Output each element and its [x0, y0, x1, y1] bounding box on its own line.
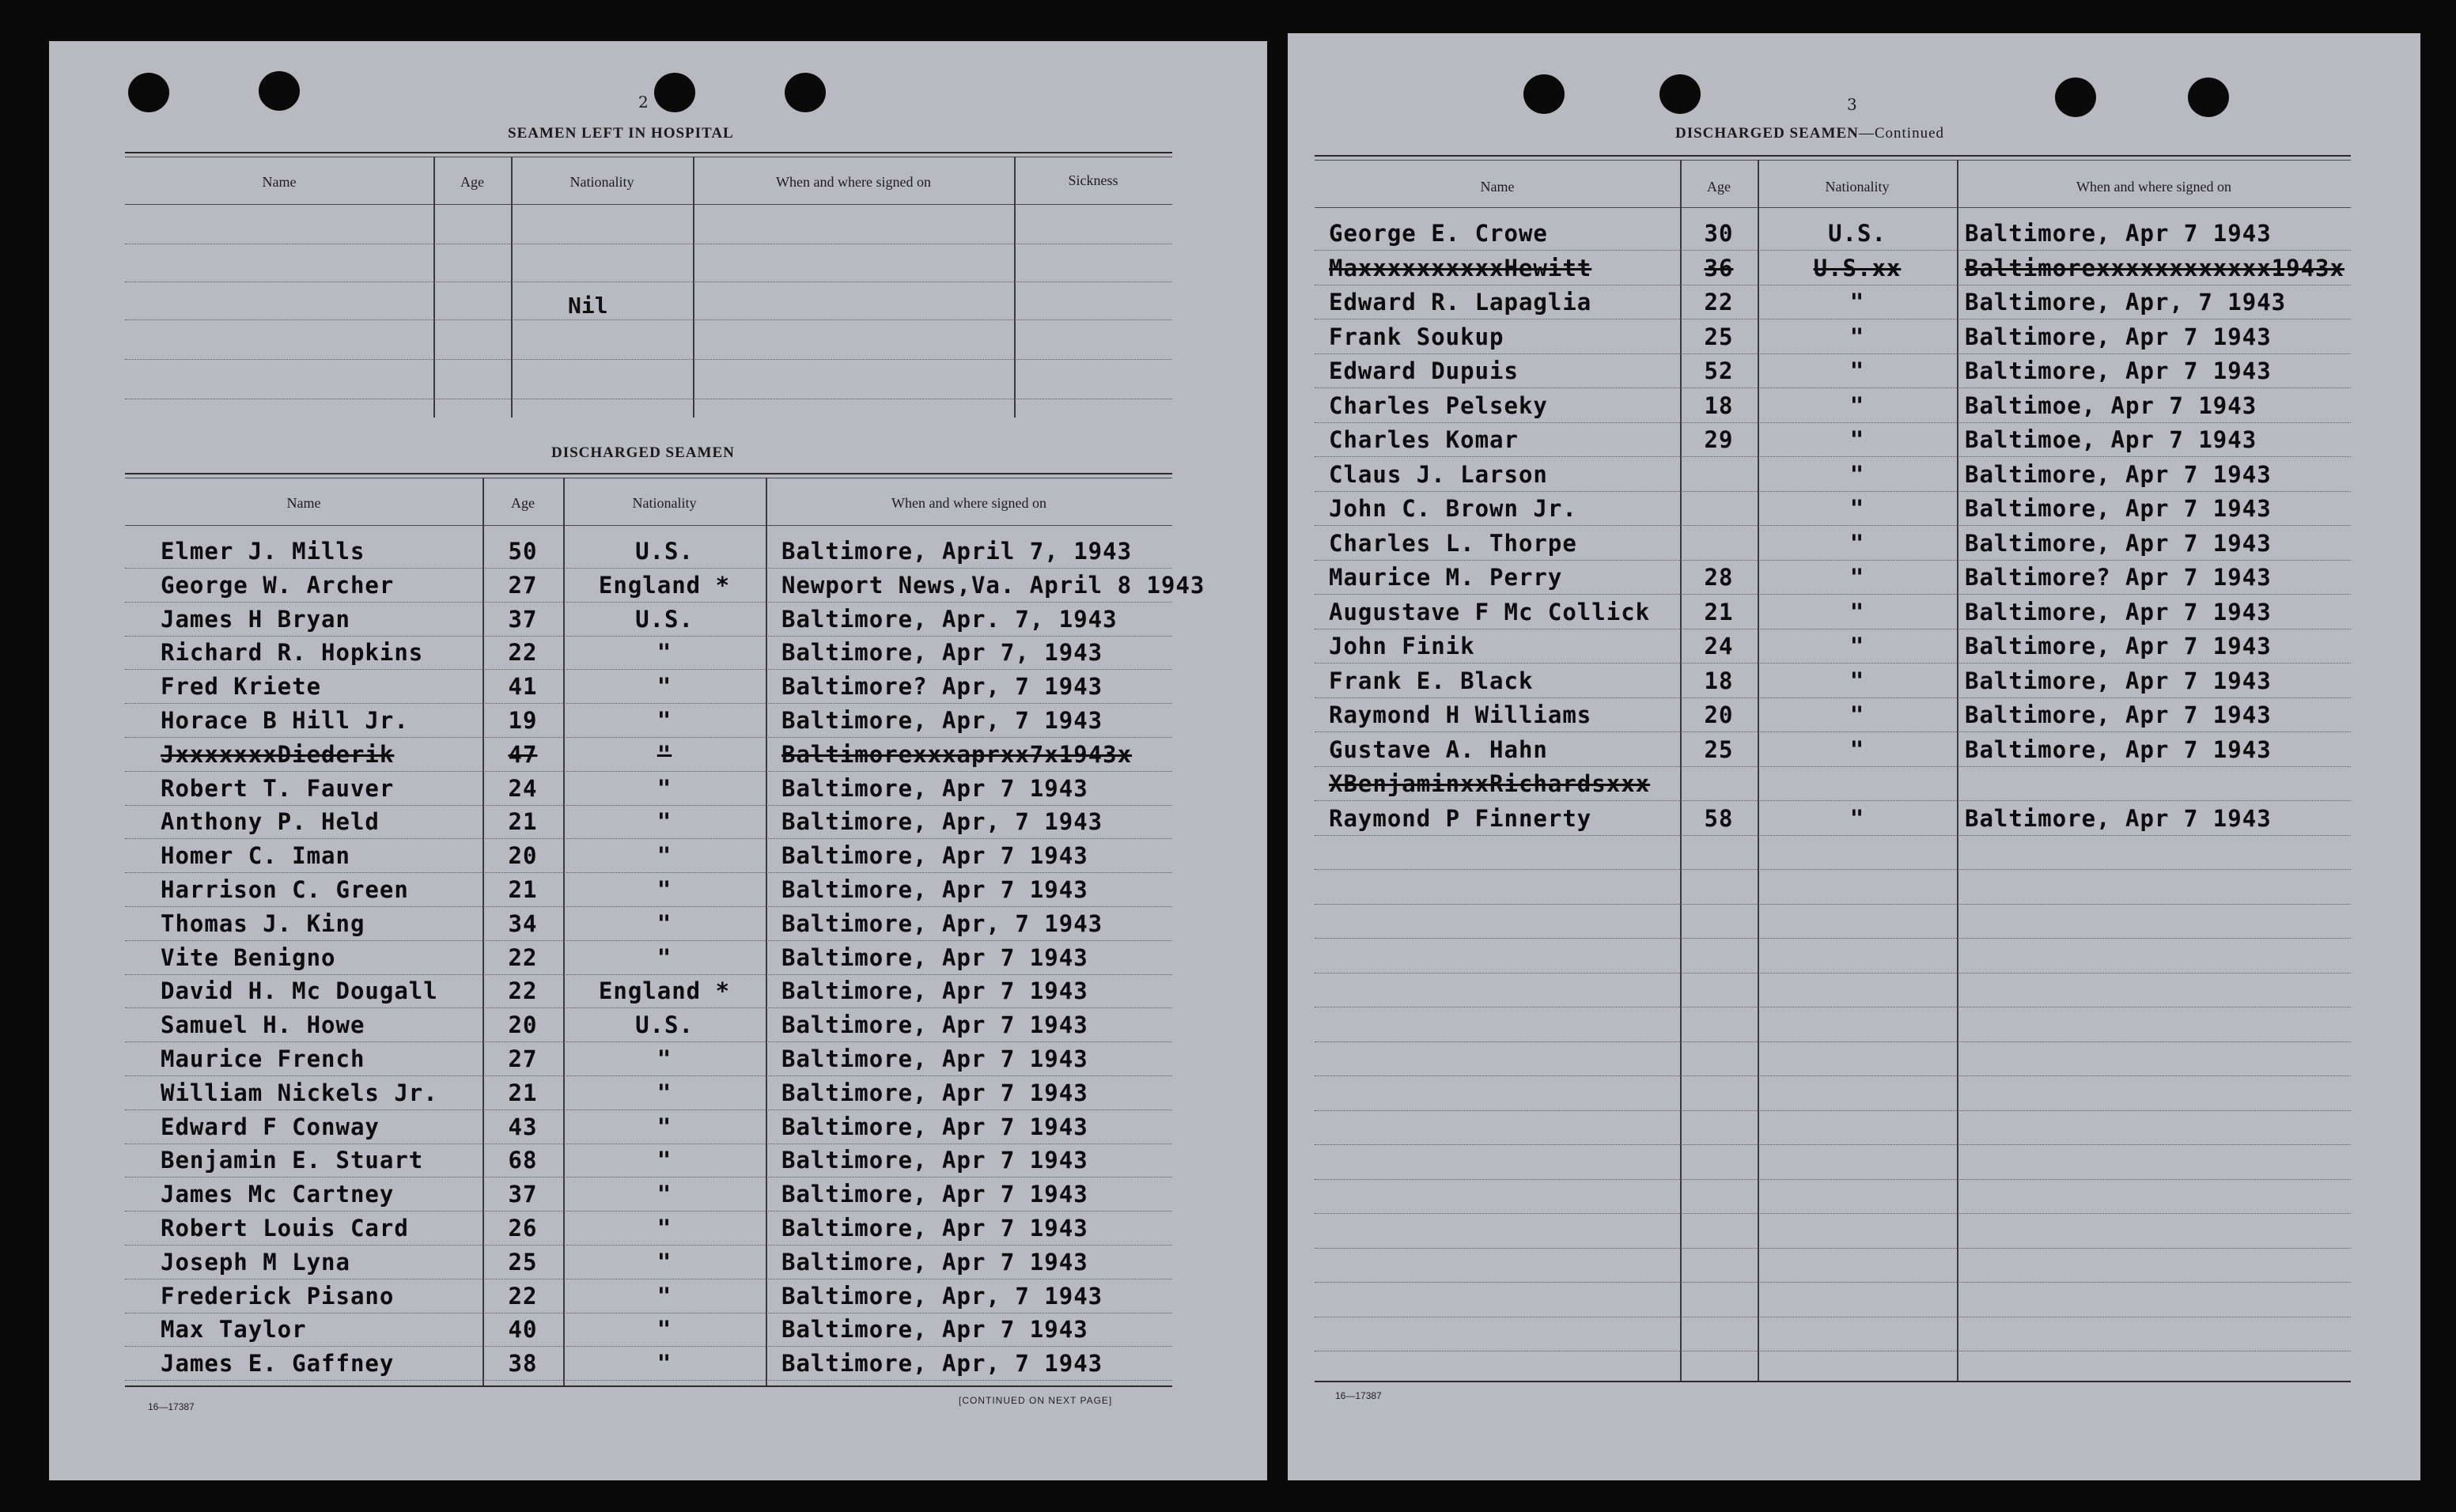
- col-header-age: Age: [460, 174, 484, 190]
- col-header-signed-on: When and where signed on: [776, 174, 931, 190]
- cell-signed-on: Baltimore, Apr 7 1943: [1965, 633, 2272, 660]
- cell-nationality: ": [657, 707, 672, 734]
- cell-name: Max Taylor: [161, 1316, 307, 1344]
- cell-age: 34: [508, 909, 538, 937]
- cell-name: John C. Brown Jr.: [1329, 495, 1577, 522]
- cell-name: Gustave A. Hahn: [1329, 735, 1548, 763]
- cell-signed-on: Baltimore, Apr 7 1943: [781, 1147, 1088, 1174]
- cell-name: Homer C. Iman: [161, 842, 350, 870]
- cell-signed-on: Baltimore, Apr 7 1943: [1965, 735, 2272, 763]
- cell-name: Charles Komar: [1329, 426, 1519, 453]
- cell-signed-on: Baltimore? Apr 7 1943: [1965, 564, 2272, 591]
- cell-nationality: U.S.xx: [1813, 254, 1902, 282]
- cell-signed-on: Baltimore, Apr, 7 1943: [781, 808, 1103, 836]
- cell-name: James E. Gaffney: [161, 1350, 395, 1378]
- cell-name: Claus J. Larson: [1329, 460, 1548, 488]
- cell-signed-on: Baltimore, Apr 7, 1943: [781, 639, 1103, 667]
- cell-age: 28: [1704, 564, 1734, 591]
- cell-nationality: ": [657, 774, 672, 802]
- table-row: [125, 1281, 1172, 1313]
- cell-nationality: ": [1849, 564, 1865, 591]
- cell-signed-on: Baltimore, Apr, 7 1943: [781, 909, 1103, 937]
- cell-nationality: ": [1849, 460, 1865, 488]
- form-number: 16—17387: [1335, 1390, 1382, 1401]
- hospital-nil-entry: Nil: [568, 293, 608, 319]
- table-row: [1315, 666, 2351, 697]
- table-row: [1315, 425, 2351, 456]
- punch-hole: [654, 73, 695, 112]
- cell-signed-on: Baltimore, Apr 7 1943: [1965, 701, 2272, 728]
- table-row: [1315, 322, 2351, 353]
- cell-age: 22: [508, 943, 538, 971]
- cell-nationality: ": [657, 943, 672, 971]
- cell-nationality: ": [1849, 633, 1865, 660]
- cell-nationality: ": [657, 1248, 672, 1276]
- cell-nationality: ": [657, 1147, 672, 1174]
- table-row: [125, 976, 1172, 1007]
- table-row: [125, 1314, 1172, 1346]
- cell-nationality: ": [657, 673, 672, 701]
- cell-name: Maurice M. Perry: [1329, 564, 1563, 591]
- table-row: [125, 875, 1172, 906]
- cell-age: 24: [508, 774, 538, 802]
- cell-signed-on: Baltimorexxxxxxxxxxxx1943x: [1965, 254, 2344, 282]
- cell-name: Vite Benigno: [161, 943, 336, 971]
- table-row: [125, 536, 1172, 568]
- cell-age: 20: [1704, 701, 1734, 728]
- cell-signed-on: Baltimore, Apr 7 1943: [781, 1079, 1088, 1106]
- cell-age: 26: [508, 1215, 538, 1242]
- cell-signed-on: Baltimoe, Apr 7 1943: [1965, 391, 2257, 419]
- cell-signed-on: Baltimore, Apr 7 1943: [1965, 598, 2272, 626]
- table-row: [1315, 769, 2351, 800]
- cell-age: 27: [508, 1045, 538, 1072]
- cell-signed-on: Baltimore, Apr 7 1943: [1965, 357, 2272, 384]
- cell-signed-on: Baltimore, Apr, 7 1943: [781, 707, 1103, 734]
- discharged-table: [125, 473, 1205, 1390]
- cell-name: Charles L. Thorpe: [1329, 529, 1577, 557]
- cell-name: Augustave F Mc Collick: [1329, 598, 1651, 626]
- cell-name: Robert T. Fauver: [161, 774, 395, 802]
- table-row: [1315, 562, 2351, 594]
- cell-signed-on: Baltimore, Apr 7 1943: [781, 876, 1088, 903]
- col-header-signed-on: When and where signed on: [2076, 179, 2231, 195]
- right-page: [1288, 33, 2420, 1480]
- cell-age: 29: [1704, 426, 1734, 453]
- cell-age: 20: [508, 1011, 538, 1039]
- cell-name: Frank Soukup: [1329, 323, 1504, 350]
- cell-name: Fred Kriete: [161, 673, 322, 701]
- form-number: 16—17387: [148, 1401, 195, 1412]
- cell-name: Horace B Hill Jr.: [161, 707, 409, 734]
- cell-name: Joseph M Lyna: [161, 1248, 350, 1276]
- cell-age: 52: [1704, 357, 1734, 384]
- col-header-signed-on: When and where signed on: [891, 495, 1046, 511]
- table-row: [1315, 253, 2351, 285]
- hospital-section-title: SEAMEN LEFT IN HOSPITAL: [508, 125, 734, 142]
- table-row: [125, 1247, 1172, 1279]
- discharged-section-title: DISCHARGED SEAMEN: [551, 444, 735, 461]
- cell-signed-on: Baltimore, Apr 7 1943: [1965, 460, 2272, 488]
- punch-hole: [1659, 74, 1701, 114]
- cell-nationality: ": [657, 909, 672, 937]
- title-text: DISCHARGED SEAMEN: [1675, 125, 1859, 142]
- cell-age: 21: [508, 1079, 538, 1106]
- table-row: [1315, 528, 2351, 560]
- cell-signed-on: Baltimore? Apr, 7 1943: [781, 673, 1103, 701]
- cell-signed-on: Baltimore, Apr 7 1943: [1965, 529, 2272, 557]
- table-row: [1315, 218, 2351, 250]
- discharged-continued-title: [1675, 125, 1944, 142]
- cell-signed-on: Baltimore, Apr 7 1943: [781, 842, 1088, 870]
- cell-signed-on: Baltimore, Apr 7 1943: [781, 1181, 1088, 1208]
- hospital-table: [125, 152, 1172, 421]
- cell-nationality: ": [657, 1316, 672, 1344]
- col-header-name: Name: [262, 174, 297, 190]
- cell-age: 24: [1704, 633, 1734, 660]
- cell-signed-on: Baltimore, Apr, 7 1943: [1965, 289, 2287, 316]
- cell-name: JxxxxxxxDiederik: [161, 740, 395, 768]
- cell-name: David H. Mc Dougall: [161, 977, 438, 1005]
- cell-nationality: ": [657, 842, 672, 870]
- cell-nationality: ": [1849, 289, 1865, 316]
- table-row: [1315, 597, 2351, 629]
- cell-signed-on: Baltimore, Apr 7 1943: [781, 943, 1088, 971]
- cell-name: George E. Crowe: [1329, 220, 1548, 247]
- cell-nationality: ": [1849, 323, 1865, 350]
- continued-note: [CONTINUED ON NEXT PAGE]: [959, 1395, 1113, 1406]
- cell-signed-on: Baltimore, April 7, 1943: [781, 538, 1133, 565]
- cell-name: Frank E. Black: [1329, 667, 1534, 694]
- cell-age: 21: [1704, 598, 1734, 626]
- cell-name: XBenjaminxxRichardsxxx: [1329, 770, 1651, 797]
- title-suffix: —Continued: [1858, 125, 1945, 142]
- cell-nationality: ": [657, 740, 672, 768]
- cell-signed-on: Baltimoe, Apr 7 1943: [1965, 426, 2257, 453]
- cell-name: Harrison C. Green: [161, 876, 409, 903]
- table-row: [1315, 287, 2351, 319]
- page-number: 3: [1847, 95, 1857, 114]
- cell-signed-on: Baltimore, Apr, 7 1943: [781, 1350, 1103, 1378]
- table-row: [1315, 700, 2351, 731]
- cell-name: Frederick Pisano: [161, 1282, 395, 1310]
- cell-name: John Finik: [1329, 633, 1475, 660]
- cell-signed-on: Baltimore, Apr 7 1943: [781, 774, 1088, 802]
- cell-age: 22: [508, 1282, 538, 1310]
- cell-name: Robert Louis Card: [161, 1215, 409, 1242]
- cell-signed-on: Baltimore, Apr 7 1943: [781, 1045, 1088, 1072]
- cell-name: Maurice French: [161, 1045, 365, 1072]
- cell-age: 19: [508, 707, 538, 734]
- col-header-nationality: Nationality: [1825, 179, 1890, 195]
- cell-signed-on: Baltimore, Apr 7 1943: [781, 1113, 1088, 1140]
- cell-age: 58: [1704, 804, 1734, 832]
- table-row: [1315, 459, 2351, 491]
- cell-signed-on: Baltimore, Apr. 7, 1943: [781, 605, 1118, 633]
- cell-age: 36: [1704, 254, 1734, 282]
- cell-nationality: ": [1849, 495, 1865, 522]
- cell-age: 18: [1704, 391, 1734, 419]
- cell-name: James Mc Cartney: [161, 1181, 395, 1208]
- table-row: [125, 1112, 1172, 1143]
- cell-nationality: ": [1849, 426, 1865, 453]
- cell-nationality: ": [657, 1113, 672, 1140]
- cell-nationality: U.S.: [635, 538, 694, 565]
- cell-age: 47: [508, 740, 538, 768]
- cell-age: 21: [508, 876, 538, 903]
- cell-nationality: England *: [598, 571, 731, 599]
- cell-age: 38: [508, 1350, 538, 1378]
- col-header-nationality: Nationality: [632, 495, 697, 511]
- table-row: [125, 739, 1172, 771]
- cell-nationality: U.S.: [635, 1011, 694, 1039]
- cell-name: Edward Dupuis: [1329, 357, 1519, 384]
- table-row: [125, 909, 1172, 940]
- cell-nationality: ": [1849, 667, 1865, 694]
- table-row: [1315, 803, 2351, 835]
- table-row: [125, 604, 1172, 636]
- table-row: [1315, 493, 2351, 525]
- table-row: [125, 1078, 1172, 1109]
- table-row: [1315, 631, 2351, 663]
- cell-name: Edward F Conway: [161, 1113, 380, 1140]
- cell-age: 25: [1704, 323, 1734, 350]
- cell-name: William Nickels Jr.: [161, 1079, 438, 1106]
- table-row: [1315, 735, 2351, 766]
- table-row: [125, 1044, 1172, 1075]
- punch-hole: [1523, 74, 1565, 114]
- cell-name: MaxxxxxxxxxxHewitt: [1329, 254, 1592, 282]
- col-header-age: Age: [1707, 179, 1731, 195]
- table-row: [125, 570, 1205, 602]
- col-header-nationality: Nationality: [570, 174, 634, 190]
- cell-name: Edward R. Lapaglia: [1329, 289, 1592, 316]
- cell-name: Samuel H. Howe: [161, 1011, 365, 1039]
- cell-signed-on: Baltimore, Apr 7 1943: [781, 1215, 1088, 1242]
- table-row: [125, 705, 1172, 737]
- cell-signed-on: Baltimore, Apr 7 1943: [781, 1011, 1088, 1039]
- table-row: [1315, 391, 2351, 422]
- cell-signed-on: Baltimore, Apr 7 1943: [781, 977, 1088, 1005]
- cell-signed-on: Newport News,Va. April 8 1943: [781, 571, 1205, 599]
- table-row: [125, 943, 1172, 974]
- table-row: [125, 1348, 1172, 1380]
- cell-name: Anthony P. Held: [161, 808, 380, 836]
- punch-hole: [2055, 77, 2096, 117]
- cell-nationality: England *: [598, 977, 731, 1005]
- cell-age: 37: [508, 1181, 538, 1208]
- cell-name: Charles Pelseky: [1329, 391, 1548, 419]
- cell-nationality: ": [1849, 598, 1865, 626]
- table-row: [125, 1179, 1172, 1211]
- cell-nationality: ": [1849, 804, 1865, 832]
- cell-age: 43: [508, 1113, 538, 1140]
- cell-nationality: U.S.: [1828, 220, 1886, 247]
- cell-age: 25: [1704, 735, 1734, 763]
- cell-age: 27: [508, 571, 538, 599]
- cell-nationality: ": [1849, 529, 1865, 557]
- cell-signed-on: Baltimore, Apr 7 1943: [1965, 220, 2272, 247]
- cell-signed-on: Baltimore, Apr 7 1943: [1965, 667, 2272, 694]
- punch-hole: [2188, 77, 2229, 117]
- cell-name: Richard R. Hopkins: [161, 639, 424, 667]
- cell-nationality: ": [657, 1282, 672, 1310]
- table-row: [125, 807, 1172, 838]
- cell-nationality: ": [1849, 391, 1865, 419]
- cell-nationality: ": [657, 1215, 672, 1242]
- cell-age: 37: [508, 605, 538, 633]
- cell-signed-on: Baltimore, Apr 7 1943: [1965, 495, 2272, 522]
- cell-age: 41: [508, 673, 538, 701]
- punch-hole: [785, 73, 826, 112]
- cell-name: Raymond H Williams: [1329, 701, 1592, 728]
- cell-signed-on: Baltimore, Apr 7 1943: [1965, 323, 2272, 350]
- cell-age: 50: [508, 538, 538, 565]
- cell-nationality: ": [657, 1045, 672, 1072]
- cell-nationality: ": [657, 808, 672, 836]
- table-row: [125, 773, 1172, 805]
- cell-name: Raymond P Finnerty: [1329, 804, 1592, 832]
- col-header-name: Name: [1480, 179, 1515, 195]
- cell-signed-on: Baltimore, Apr 7 1943: [1965, 804, 2272, 832]
- cell-nationality: ": [657, 1079, 672, 1106]
- cell-nationality: U.S.: [635, 605, 694, 633]
- page-number: 2: [638, 93, 649, 112]
- cell-age: 22: [508, 977, 538, 1005]
- table-row: [125, 1145, 1172, 1177]
- left-page: [49, 41, 1267, 1480]
- punch-hole: [259, 71, 300, 111]
- col-header-name: Name: [286, 495, 321, 511]
- table-row: [125, 1010, 1172, 1041]
- discharged-table-continued: [1315, 155, 2351, 1389]
- cell-age: 18: [1704, 667, 1734, 694]
- cell-signed-on: Baltimore, Apr 7 1943: [781, 1248, 1088, 1276]
- col-header-age: Age: [511, 495, 535, 511]
- cell-signed-on: Baltimorexxxaprxx7x1943x: [781, 740, 1133, 768]
- col-header-sickness: Sickness: [1068, 172, 1118, 188]
- cell-age: 21: [508, 808, 538, 836]
- cell-nationality: ": [657, 1350, 672, 1378]
- cell-age: 40: [508, 1316, 538, 1344]
- cell-name: George W. Archer: [161, 571, 395, 599]
- cell-nationality: ": [657, 639, 672, 667]
- cell-name: Benjamin E. Stuart: [161, 1147, 424, 1174]
- cell-nationality: ": [657, 876, 672, 903]
- cell-signed-on: Baltimore, Apr, 7 1943: [781, 1282, 1103, 1310]
- cell-age: 22: [1704, 289, 1734, 316]
- table-row: [1315, 356, 2351, 387]
- cell-age: 25: [508, 1248, 538, 1276]
- cell-nationality: ": [1849, 735, 1865, 763]
- cell-nationality: ": [1849, 701, 1865, 728]
- cell-name: Elmer J. Mills: [161, 538, 365, 565]
- cell-age: 68: [508, 1147, 538, 1174]
- cell-nationality: ": [657, 1181, 672, 1208]
- cell-age: 30: [1704, 220, 1734, 247]
- cell-age: 20: [508, 842, 538, 870]
- cell-name: James H Bryan: [161, 605, 350, 633]
- cell-age: 22: [508, 639, 538, 667]
- table-row: [125, 841, 1172, 872]
- cell-nationality: ": [1849, 357, 1865, 384]
- cell-name: Thomas J. King: [161, 909, 365, 937]
- table-row: [125, 671, 1172, 703]
- table-row: [125, 637, 1172, 669]
- punch-hole: [128, 73, 169, 112]
- cell-signed-on: Baltimore, Apr 7 1943: [781, 1316, 1088, 1344]
- table-row: [125, 1213, 1172, 1245]
